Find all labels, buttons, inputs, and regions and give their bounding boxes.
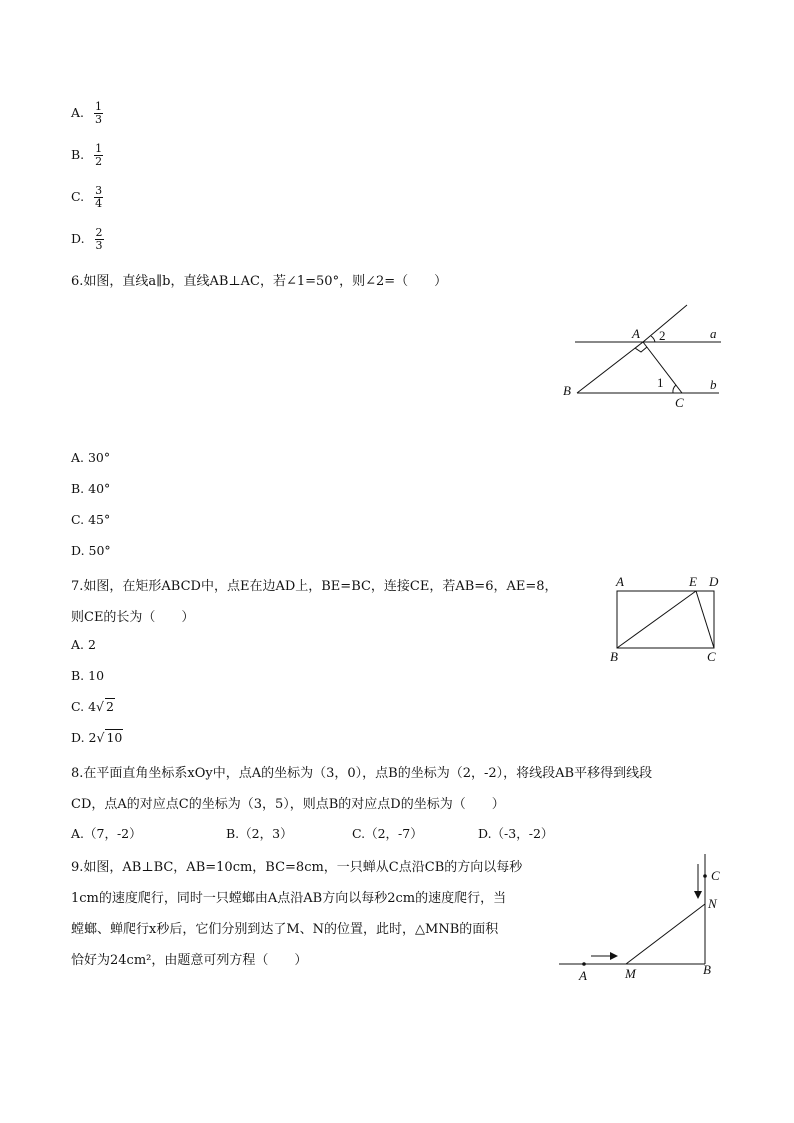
q7-figure xyxy=(604,573,724,668)
q6-figure xyxy=(555,300,725,415)
q7-label-a: A xyxy=(616,574,624,589)
q5-option-b-letter: B. xyxy=(71,147,85,162)
q5-option-b xyxy=(71,143,103,168)
q7-label-e: E xyxy=(689,574,697,589)
q8-question-line2: CD，点A的对应点C的坐标为（3，5），则点B的对应点D的坐标为（ ） xyxy=(71,797,505,812)
q7-option-d-sqrt: √ 10 xyxy=(96,730,123,745)
q7-option-c xyxy=(71,699,115,714)
q9-question-line2: 1cm的速度爬行，同时一只螳螂由A点沿AB方向以每秒2cm的速度爬行，当 xyxy=(71,891,507,906)
q5-option-d xyxy=(71,227,104,252)
q5-option-c xyxy=(71,185,103,210)
q6-label-b-point: B xyxy=(563,383,571,398)
q9-label-n: N xyxy=(708,896,717,911)
q7-question-line2: 则CE的长为（ ） xyxy=(71,610,195,625)
q9-question-line3: 螳螂、蝉爬行x秒后，它们分别到达了M、N的位置，此时，△MNB的面积 xyxy=(71,922,499,937)
q8-option-a: A.（7，-2） xyxy=(71,826,142,841)
q9-label-m: M xyxy=(625,966,636,981)
q6-option-c: C. 45° xyxy=(71,512,111,527)
q6-option-d: D. 50° xyxy=(71,543,111,558)
q7-option-a: A. 2 xyxy=(71,637,96,652)
q7-option-b: B. 10 xyxy=(71,668,105,683)
q5-option-d-letter: D. xyxy=(71,231,85,246)
q7-option-d-prefix: D. 2 xyxy=(71,730,97,745)
q6-label-angle-2: 2 xyxy=(659,328,666,343)
q8-option-c: C.（2，-7） xyxy=(352,826,423,841)
q5-option-b-fraction: $\frac{1}{2}$ xyxy=(95,142,103,168)
q5-option-c-fraction: $\frac{3}{4}$ xyxy=(95,184,103,210)
q9-label-b: B xyxy=(703,962,711,977)
q7-label-c: C xyxy=(707,649,716,664)
q9-label-a: A xyxy=(579,968,587,983)
q9-label-c: C xyxy=(711,868,720,883)
q8-option-d: D.（-3，-2） xyxy=(478,826,554,841)
q6-question-text: 6.如图，直线a∥b，直线AB⊥AC，若∠1=50°，则∠2=（ ） xyxy=(71,274,448,289)
q7-label-d: D xyxy=(709,574,719,589)
q9-question-line1: 9.如图，AB⊥BC，AB=10cm，BC=8cm，一只蝉从C点沿CB的方向以每秒 xyxy=(71,860,523,875)
q6-option-a: A. 30° xyxy=(71,450,111,465)
q6-label-angle-1: 1 xyxy=(657,375,664,390)
q8-question-line1: 8.在平面直角坐标系xOy中，点A的坐标为（3，0），点B的坐标为（2，-2），将线段AB平移得到线段 xyxy=(71,766,653,781)
q7-option-c-sqrt: √ 2 xyxy=(96,699,114,714)
q9-figure xyxy=(555,848,725,988)
q6-label-c-point: C xyxy=(675,395,684,410)
q5-option-a-fraction: $\frac{1}{3}$ xyxy=(95,100,102,126)
q7-option-c-prefix: C. 4 xyxy=(71,699,97,714)
q7-label-b: B xyxy=(610,649,618,664)
q6-option-b: B. 40° xyxy=(71,481,111,496)
q5-option-a xyxy=(71,101,103,126)
q5-option-a-letter: A. xyxy=(71,105,85,120)
q5-option-c-letter: C. xyxy=(71,189,85,204)
q8-option-b: B.（2，3） xyxy=(226,826,293,841)
q7-option-d xyxy=(71,730,123,745)
q6-label-line-a: a xyxy=(710,326,717,341)
q7-question-line1: 7.如图，在矩形ABCD中，点E在边AD上，BE=BC，连接CE，若AB=6，AE=8， xyxy=(71,579,558,594)
q5-option-d-fraction: $\frac{2}{3}$ xyxy=(95,226,103,252)
q9-question-line4: 恰好为24cm²，由题意可列方程（ ） xyxy=(71,953,308,968)
q6-label-line-b: b xyxy=(710,377,717,392)
q6-label-a-point: A xyxy=(632,326,640,341)
